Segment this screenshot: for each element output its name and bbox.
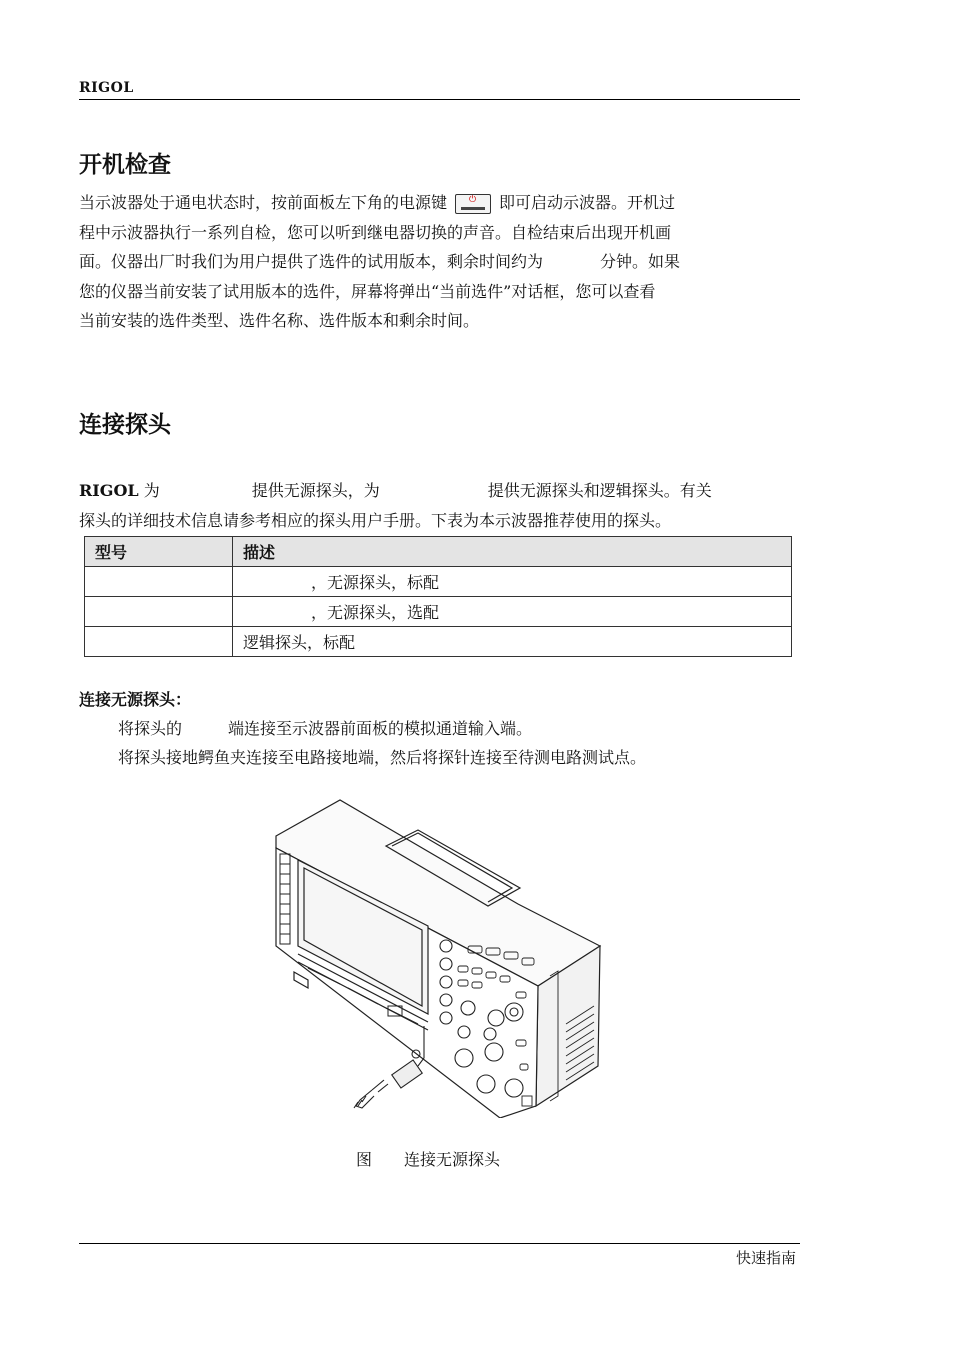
probe-intro-paragraph	[79, 476, 799, 535]
table-row	[85, 597, 792, 627]
text-line: 分钟。如果	[600, 252, 681, 271]
subheading-connect-passive-probe: 连接无源探头：	[79, 690, 192, 709]
description-cell	[233, 567, 792, 597]
text-line: 端连接至示波器前面板的模拟通道输入端。	[228, 719, 533, 738]
figure-title: 连接无源探头	[404, 1150, 501, 1169]
footer-text: 快速指南	[735, 1249, 796, 1267]
text-line: 当示波器处于通电状态时，按前面板左下角的电源键	[79, 193, 448, 212]
header-rule	[79, 99, 800, 100]
text-line: 提供无源探头和逻辑探头。有关	[487, 481, 712, 500]
power-on-paragraph	[79, 188, 799, 336]
description-text: ，无源探头，标配	[311, 573, 440, 592]
model-cell	[85, 597, 233, 627]
text-line: 探头的详细技术信息请参考相应的探头用户手册。下表为本示波器推荐使用的探头。	[79, 510, 672, 530]
text-line: 提供无源探头，为	[251, 481, 380, 500]
section-title-power-on: 开机检查	[79, 152, 171, 178]
probe-table	[84, 536, 792, 657]
section-title-connect-probe: 连接探头	[79, 412, 171, 438]
model-cell	[85, 567, 233, 597]
model-cell	[85, 627, 233, 657]
description-cell	[233, 597, 792, 627]
description-cell: 逻辑探头，标配	[233, 627, 792, 657]
brand-header: RIGOL	[79, 80, 134, 96]
text-line: 将探头的	[118, 719, 183, 738]
text-line: 当前安装的选件类型、选件名称、选件版本和剩余时间。	[79, 311, 480, 330]
power-key-icon: ⏻	[455, 194, 491, 214]
figure-caption	[356, 1147, 500, 1170]
text-line: 为	[143, 481, 160, 500]
column-header-description: 描述	[233, 537, 792, 567]
step-1	[118, 716, 532, 739]
figure-label: 图	[356, 1150, 373, 1169]
footer-rule	[79, 1243, 800, 1244]
brand-text: RIGOL	[79, 481, 139, 500]
column-header-model: 型号	[85, 537, 233, 567]
text-line: 您的仪器当前安装了试用版本的选件，屏幕将弹出“当前选件”对话框，您可以查看	[79, 281, 656, 301]
text-line: 即可启动示波器。开机过	[499, 193, 676, 212]
text-line: 程中示波器执行一系列自检，您可以听到继电器切换的声音。自检结束后出现开机画	[79, 222, 672, 242]
table-row	[85, 627, 792, 657]
table-header-row	[85, 537, 792, 567]
text-line: 面。仪器出厂时我们为用户提供了选件的试用版本，剩余时间约为	[79, 252, 544, 271]
step-2: 将探头接地鳄鱼夹连接至电路接地端，然后将探针连接至待测电路测试点。	[118, 748, 647, 767]
table-row	[85, 567, 792, 597]
oscilloscope-probe-illustration	[268, 796, 608, 1118]
description-text: ，无源探头，选配	[311, 603, 440, 622]
